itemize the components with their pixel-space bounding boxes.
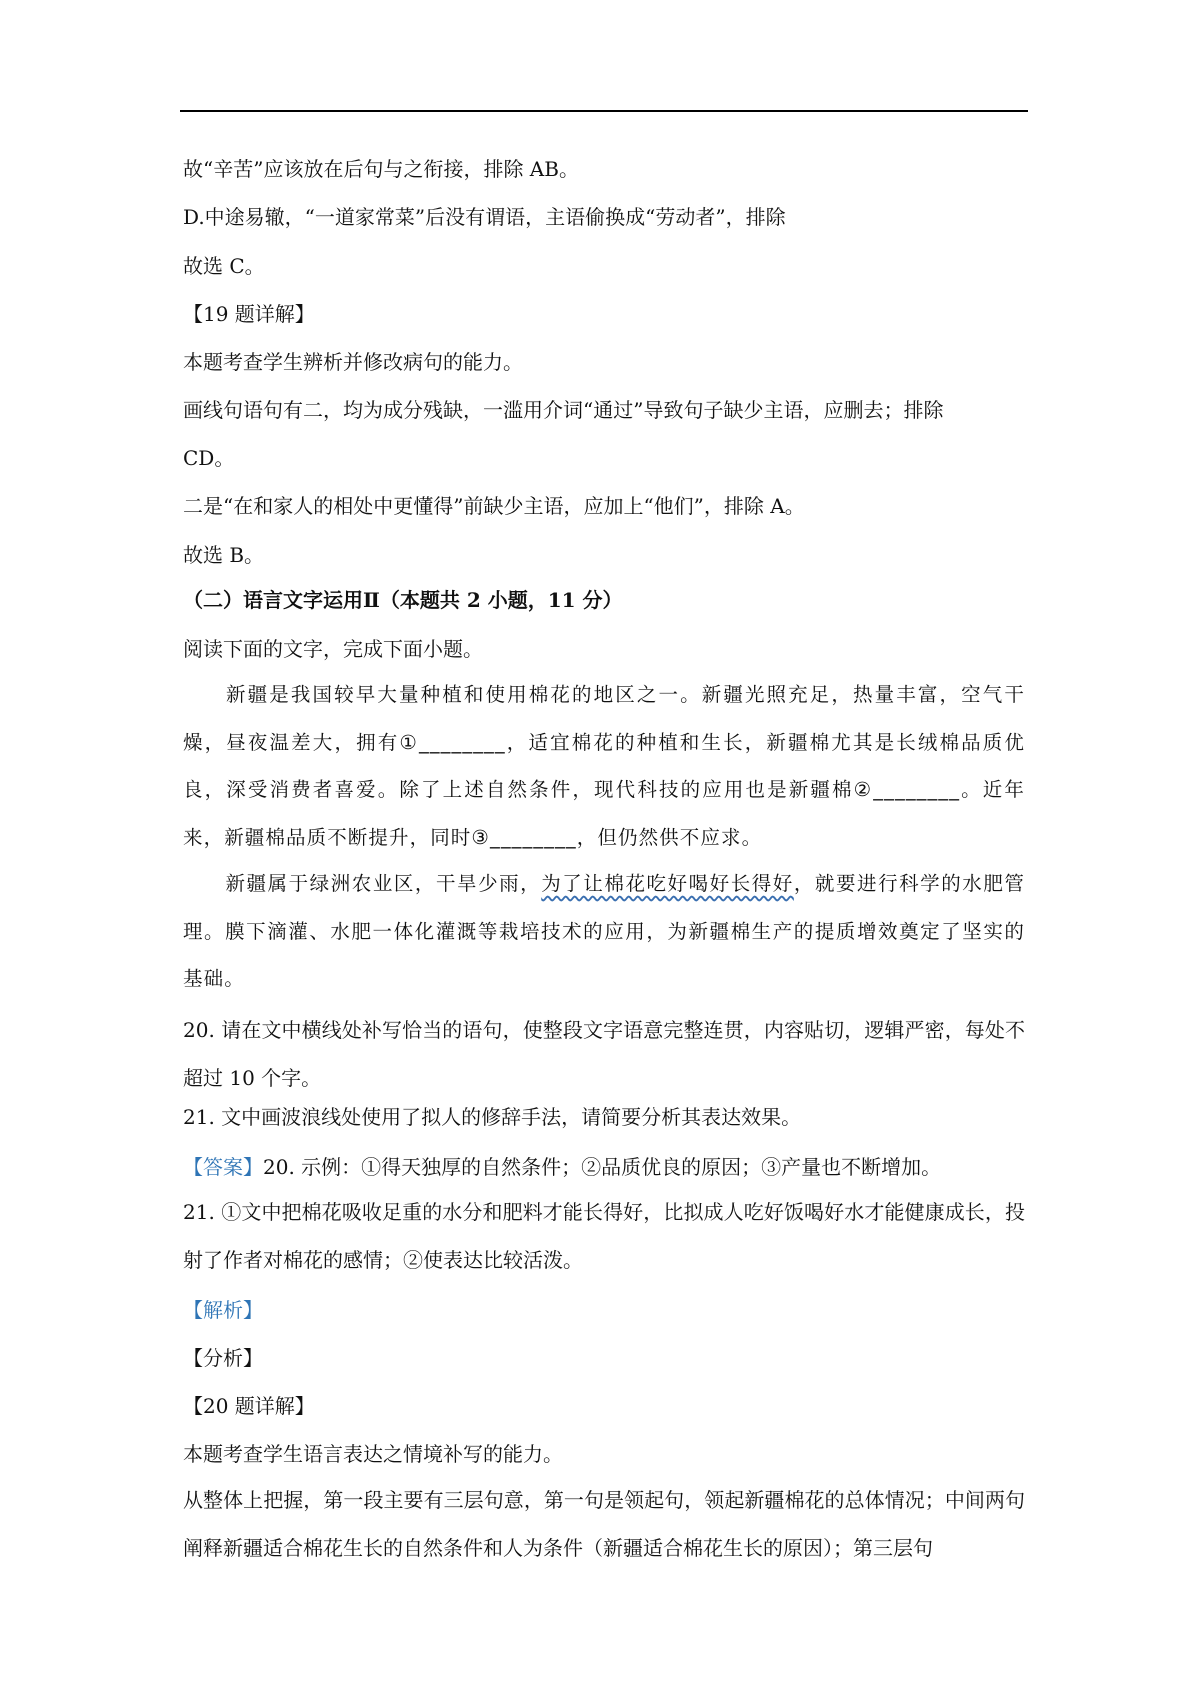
answer-21: 21. ①文中把棉花吸收足重的水分和肥料才能长得好，比拟成人吃好饭喝好水才能健康成长，投射了作者对棉花的感情；②使表达比较活泼。 <box>183 1200 1025 1272</box>
text-line: 故选 B。 <box>183 543 265 567</box>
answer-20 <box>183 1155 941 1179</box>
text-line: D.中途易辙，“一道家常菜”后没有谓语，主语偷换成“劳动者”，排除 <box>183 205 786 229</box>
text-line: 【19 题详解】 <box>183 302 315 326</box>
analysis-text: 从整体上把握，第一段主要有三层句意，第一句是领起句，领起新疆棉花的总体情况；中间两句阐释新疆适合棉花生长的自然条件和人为条件（新疆适合棉花生长的原因）；第三层句 <box>183 1488 1025 1560</box>
wavy-underlined-phrase: 为了让棉花吃好喝好长得好 <box>541 872 794 895</box>
question-20: 20. 请在文中横线处补写恰当的语句，使整段文字语意完整连贯，内容贴切，逻辑严密，每处不超过 10 个字。 <box>183 1018 1025 1090</box>
answer-20-text: 20. 示例：①得天独厚的自然条件；②品质优良的原因；③产量也不断增加。 <box>263 1155 942 1179</box>
detail-title: 【20 题详解】 <box>183 1394 315 1418</box>
passage-paragraph-1 <box>183 671 1025 861</box>
header-rule <box>180 110 1028 112</box>
text-line: 故选 C。 <box>183 254 265 278</box>
text-line: 本题考查学生辨析并修改病句的能力。 <box>183 350 523 374</box>
analysis-label: 【解析】 <box>183 1298 263 1322</box>
text-line: 故“辛苦”应该放在后句与之衔接，排除 AB。 <box>183 157 579 181</box>
analysis-sub-label: 【分析】 <box>183 1346 263 1370</box>
analysis-text: 本题考查学生语言表达之情境补写的能力。 <box>183 1442 563 1466</box>
passage-paragraph-1-text: 新疆是我国较早大量种植和使用棉花的地区之一。新疆光照充足，热量丰富，空气干燥，昼夜温差大，拥有①________，适宜棉花的种植和生长，新疆棉尤其是长绒棉品质优良，深受消费者喜爱。除了上述自然条件，现代科技的应用也是新疆棉②________。近年来，新疆棉品质不断提升，同时③________，但仍然供不应求。 <box>183 683 1025 849</box>
passage-paragraph-2 <box>183 860 1025 1003</box>
text-line: CD。 <box>183 446 235 470</box>
question-21: 21. 文中画波浪线处使用了拟人的修辞手法，请简要分析其表达效果。 <box>183 1105 802 1129</box>
answer-label: 【答案】 <box>183 1155 263 1179</box>
passage-text: 新疆属于绿洲农业区，干旱少雨， <box>225 872 542 895</box>
text-line: 画线句语句有二，均为成分残缺，一滥用介词“通过”导致句子缺少主语，应删去；排除 <box>183 398 944 422</box>
text-line: 阅读下面的文字，完成下面小题。 <box>183 637 483 661</box>
section-title: （二）语言文字运用Ⅱ（本题共 2 小题，11 分） <box>183 588 623 612</box>
text-line: 二是“在和家人的相处中更懂得”前缺少主语，应加上“他们”，排除 A。 <box>183 494 805 518</box>
passage-text: ，就要进行科学的水肥管理。膜下滴灌、水肥一体化灌溉等栽培技术的应用，为新疆棉生产的提质增效奠定了坚实的基础。 <box>183 872 1025 990</box>
